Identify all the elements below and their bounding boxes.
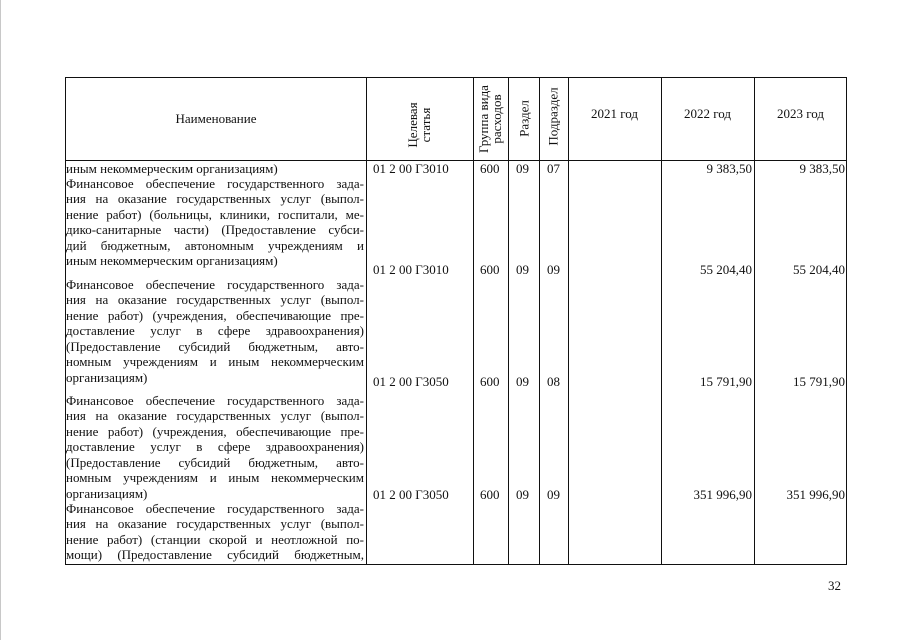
row-3-line: организациям) <box>66 369 148 385</box>
header-2023: 2023 год <box>777 106 824 121</box>
row-4-section: 09 <box>516 487 529 502</box>
row-1-description <box>66 161 364 176</box>
row-3-subsection: 08 <box>547 374 560 389</box>
row-3-code: 01 2 00 Г3050 <box>373 374 449 389</box>
row-2-line: ния на оказание государственных услуг (выпол- <box>66 191 364 207</box>
row-3-line: (Предоставление субсидий бюджетным, авто- <box>66 338 364 354</box>
row-4-line: Финансовое обеспечение государственного зада- <box>66 393 364 408</box>
row-2-section: 09 <box>516 262 529 277</box>
row-5-line: нение работ) (станции скорой и неотложной по- <box>66 531 364 547</box>
row-1-2022: 9 383,50 <box>706 161 752 176</box>
row-3-line: номным учреждениям и иным некоммерческим <box>66 354 364 370</box>
header-expense-group-line1: Группа вида <box>476 85 491 153</box>
header-target-article-line1: Целевая <box>405 102 420 148</box>
row-1-line: иным некоммерческим организациям) <box>66 161 278 176</box>
row-5-description <box>66 501 364 563</box>
row-5-line: Финансовое обеспечение государственного зада- <box>66 501 364 516</box>
row-2-description <box>66 176 364 269</box>
row-2-line: дико-санитарные части) (Предоставление субси- <box>66 222 364 238</box>
header-subsection-text: Подраздел <box>545 87 561 146</box>
row-2-line: нение работ) (больницы, клиники, госпитали, ме- <box>66 206 364 222</box>
row-2-line: дий бюджетным, автономным учреждениям и <box>66 237 364 253</box>
row-2-group: 600 <box>480 262 500 277</box>
header-section <box>508 78 539 160</box>
row-4-subsection: 09 <box>547 487 560 502</box>
row-3-group: 600 <box>480 374 500 389</box>
row-2-line: Финансовое обеспечение государственного зада- <box>66 176 364 191</box>
row-4-line: нение работ) (учреждения, обеспечивающие пре- <box>66 423 364 439</box>
row-3-2022: 15 791,90 <box>700 374 752 389</box>
header-subsection <box>539 78 568 160</box>
row-4-line: организациям) <box>66 485 148 501</box>
row-5-line: мощи) (Предоставление субсидий бюджетным, <box>66 547 364 563</box>
row-1-section: 09 <box>516 161 529 176</box>
row-2-line: иным некоммерческим организациям) <box>66 253 278 269</box>
row-3-description <box>66 277 364 385</box>
row-4-line: ния на оказание государственных услуг (выпол- <box>66 408 364 424</box>
header-target-article-line2: статья <box>418 107 433 143</box>
row-5-line: ния на оказание государственных услуг (выпол- <box>66 516 364 532</box>
row-2-code: 01 2 00 Г3010 <box>373 262 449 277</box>
header-expense-group <box>473 78 508 160</box>
row-4-line: номным учреждениям и иным некоммерческим <box>66 470 364 486</box>
row-4-description <box>66 393 364 501</box>
row-3-section: 09 <box>516 374 529 389</box>
row-2-subsection: 09 <box>547 262 560 277</box>
row-2-2022: 55 204,40 <box>700 262 752 277</box>
header-expense-group-line2: расходов <box>489 94 504 144</box>
header-2021: 2021 год <box>591 106 638 121</box>
row-1-2023: 9 383,50 <box>799 161 845 176</box>
row-4-code: 01 2 00 Г3050 <box>373 487 449 502</box>
row-3-line: нение работ) (учреждения, обеспечивающие пре- <box>66 307 364 323</box>
header-target-article <box>366 78 473 160</box>
row-4-line: (Предоставление субсидий бюджетным, авто- <box>66 454 364 470</box>
page-edge <box>0 0 1 640</box>
row-3-line: доставление услуг в сфере здравоохранения) <box>66 323 364 339</box>
header-name: Наименование <box>175 111 257 126</box>
row-3-2023: 15 791,90 <box>793 374 845 389</box>
row-2-2023: 55 204,40 <box>793 262 845 277</box>
row-3-line: ния на оказание государственных услуг (выпол- <box>66 292 364 308</box>
row-1-group: 600 <box>480 161 500 176</box>
header-2022: 2022 год <box>684 106 731 121</box>
row-1-code: 01 2 00 Г3010 <box>373 161 449 176</box>
row-4-2022: 351 996,90 <box>693 487 752 502</box>
col-divider <box>568 78 569 564</box>
page-number: 32 <box>828 578 841 593</box>
row-4-group: 600 <box>480 487 500 502</box>
row-1-subsection: 07 <box>547 161 560 176</box>
row-4-2023: 351 996,90 <box>786 487 845 502</box>
row-4-line: доставление услуг в сфере здравоохранения) <box>66 439 364 455</box>
header-section-text: Раздел <box>516 100 532 137</box>
row-3-line: Финансовое обеспечение государственного зада- <box>66 277 364 292</box>
